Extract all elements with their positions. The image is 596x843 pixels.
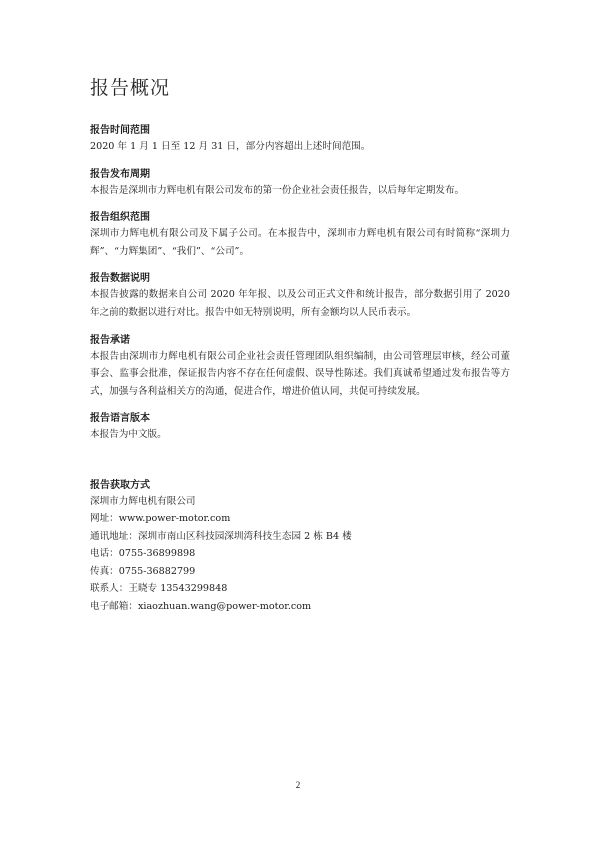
section-contact — [90, 478, 510, 616]
section-heading: 报告获取方式 — [90, 479, 150, 491]
contact-email: 电子邮箱：xiaozhuan.wang@power-motor.com — [90, 600, 312, 612]
contact-website: 网址：www.power-motor.com — [90, 513, 231, 525]
section-paragraph: 本报告为中文版。 — [90, 429, 167, 441]
section-paragraph: 2020 年 1 月 1 日至 12 月 31 日，部分内容超出上述时间范围。 — [90, 141, 371, 152]
report-overview-content — [90, 123, 510, 615]
page-number: 2 — [295, 780, 301, 790]
section-language — [90, 411, 510, 444]
section-data-notes — [90, 271, 510, 321]
contact-fax: 传真：0755-36882799 — [90, 565, 196, 577]
contact-company: 深圳市力辉电机有限公司 — [90, 495, 196, 507]
section-heading: 报告组织范围 — [90, 212, 150, 224]
section-heading: 报告承诺 — [90, 334, 130, 346]
section-paragraph: 深圳市力辉电机有限公司及下属子公司。在本报告中，深圳市力辉电机有限公司有时简称“深圳力辉”、“力辉集团”、“我们”、“公司”。 — [90, 228, 510, 257]
contact-person: 联系人：王晓专 13543299848 — [90, 583, 228, 595]
section-paragraph: 本报告披露的数据来自公司 2020 年年报、以及公司正式文件和统计报告，部分数据引用了 2020 年之前的数据以进行对比。报告中如无特别说明，所有金额均以人民币表示。 — [90, 289, 510, 318]
section-heading: 报告数据说明 — [90, 273, 150, 285]
contact-phone: 电话：0755-36899898 — [90, 548, 196, 560]
section-heading: 报告时间范围 — [90, 125, 150, 136]
section-heading: 报告发布周期 — [90, 168, 150, 180]
section-paragraph: 本报告由深圳市力辉电机有限公司企业社会责任管理团队组织编制，由公司管理层审核，经公司董事会、监事会批准，保证报告内容不存在任何虚假、误导性陈述。我们真诚希望通过发布报告等方式，加强与各利益相关方的沟通，促进合作，增进价值认同，共促可持续发展。 — [90, 350, 510, 397]
section-paragraph: 本报告是深圳市力辉电机有限公司发布的第一份企业社会责任报告，以后每年定期发布。 — [90, 184, 465, 196]
section-commitment — [90, 333, 510, 401]
section-time-range — [90, 123, 510, 156]
section-org-scope — [90, 210, 510, 260]
contact-address: 通讯地址：深圳市南山区科技园深圳湾科技生态园 2 栋 B4 楼 — [90, 530, 352, 542]
section-publish-cycle — [90, 167, 510, 200]
page-title: 报告概况 — [90, 77, 171, 99]
section-heading: 报告语言版本 — [90, 413, 150, 425]
